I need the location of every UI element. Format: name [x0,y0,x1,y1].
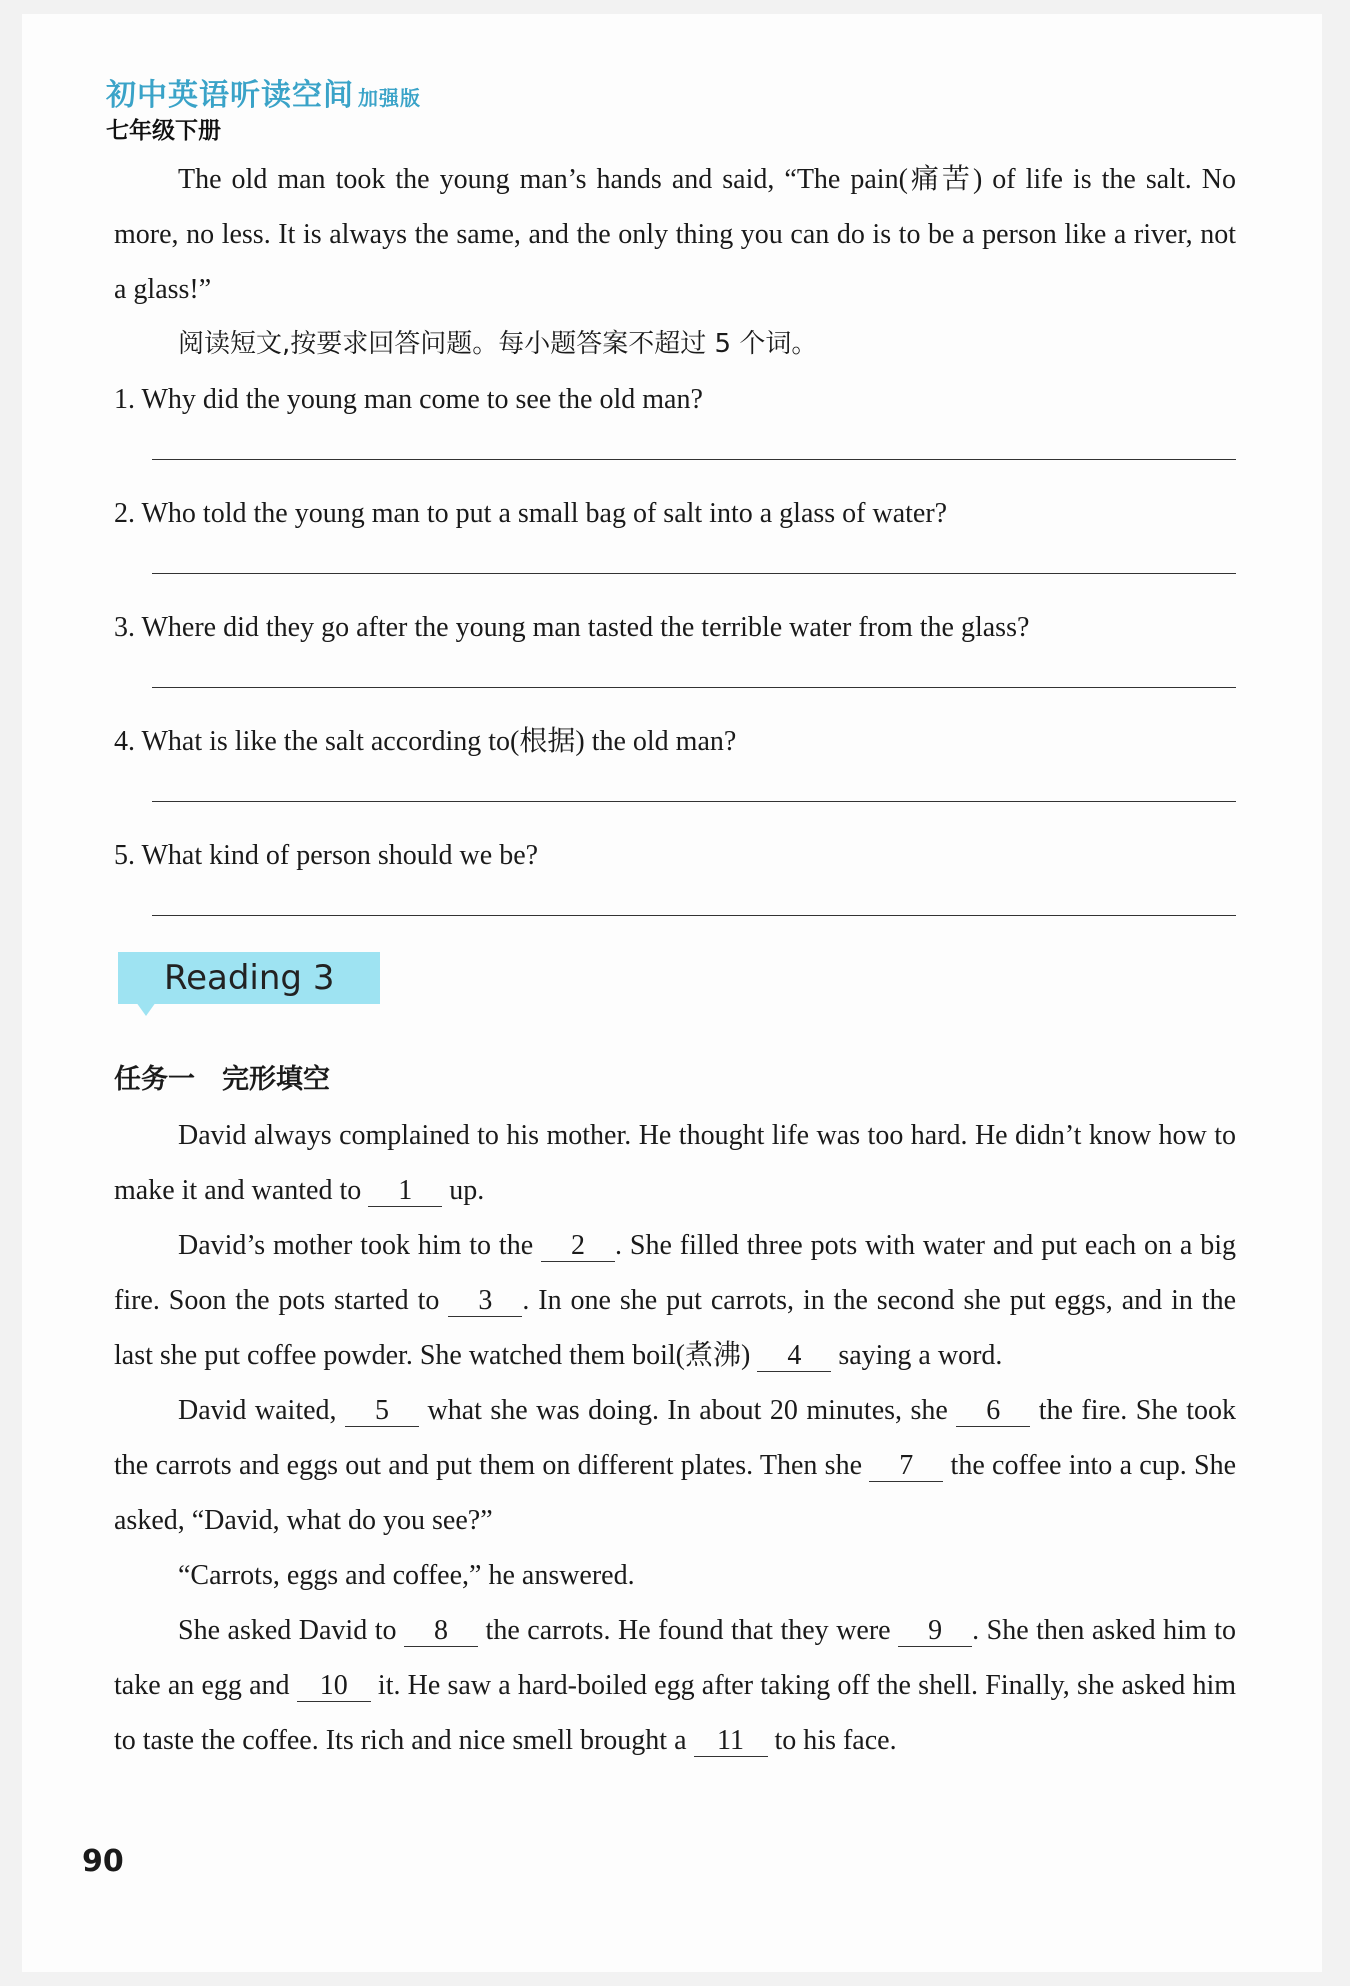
cloze-paragraph-1: David always complained to his mother. He thought life was too hard. He didn’t know how to make it and wanted to 1 up. [114,1120,1236,1206]
blank-5[interactable]: 5 [345,1396,419,1427]
blank-11[interactable]: 11 [694,1726,768,1757]
question-3: 3. Where did they go after the young man tasted the terrible water from the glass? [114,612,1030,643]
instruction: 阅读短文,按要求回答问题。每小题答案不超过 5 个词。 [178,329,818,359]
blank-7[interactable]: 7 [869,1451,943,1482]
blank-1[interactable]: 1 [368,1176,442,1207]
section-title: Reading 3 [118,952,380,1004]
blank-6[interactable]: 6 [956,1396,1030,1427]
edition-label: 加强版 [358,86,421,110]
grade-label: 七年级下册 [106,118,221,144]
answer-line-5[interactable] [152,915,1236,916]
cloze-paragraph-4: “Carrots, eggs and coffee,” he answered. [178,1560,635,1591]
content [114,152,1236,1768]
question-1: 1. Why did the young man come to see the old man? [114,384,703,415]
book-title-text: 初中英语听读空间 [106,78,354,113]
cloze-paragraph-5: She asked David to 8 the carrots. He found that they were 9 . She then asked him to take an egg and 10 it. He saw a hard-boiled egg after taking off the shell. Finally, she asked him to taste the coffee. Its rich and nice smell brought a 11 to his face. [114,1615,1237,1756]
blank-8[interactable]: 8 [404,1616,478,1647]
book-title [106,70,421,114]
blank-9[interactable]: 9 [898,1616,972,1647]
cloze-paragraph-3: David waited, 5 what she was doing. In about 20 minutes, she 6 the fire. She took the carrots and eggs out and put them on different plates. Then she 7 the coffee into a cup. She asked, “David, what do you see?” [114,1395,1237,1536]
blank-2[interactable]: 2 [541,1231,615,1262]
passage-paragraph: The old man took the young man’s hands and said, “The pain(痛苦) of life is the salt. No more, no less. It is always the same, and the only thing you can do is to be a person like a river, not a glass!” [114,164,1236,305]
blank-10[interactable]: 10 [297,1671,371,1702]
cloze-paragraph-2: David’s mother took him to the 2 . She filled three pots with water and put each on a big fire. Soon the pots started to 3 . In one she put carrots, in the second she put eggs, and in the last she put coffee powder. She watched them boil(煮沸) 4 saying a word. [114,1230,1236,1371]
task-heading: 任务一 完形填空 [114,1064,330,1095]
question-5: 5. What kind of person should we be? [114,840,539,871]
section-banner [114,952,1236,1052]
question-4: 4. What is like the salt according to(根据) the old man? [114,726,737,757]
blank-3[interactable]: 3 [448,1286,522,1317]
blank-4[interactable]: 4 [757,1341,831,1372]
page-number: 90 [82,1844,124,1879]
question-2: 2. Who told the young man to put a small bag of salt into a glass of water? [114,498,948,529]
